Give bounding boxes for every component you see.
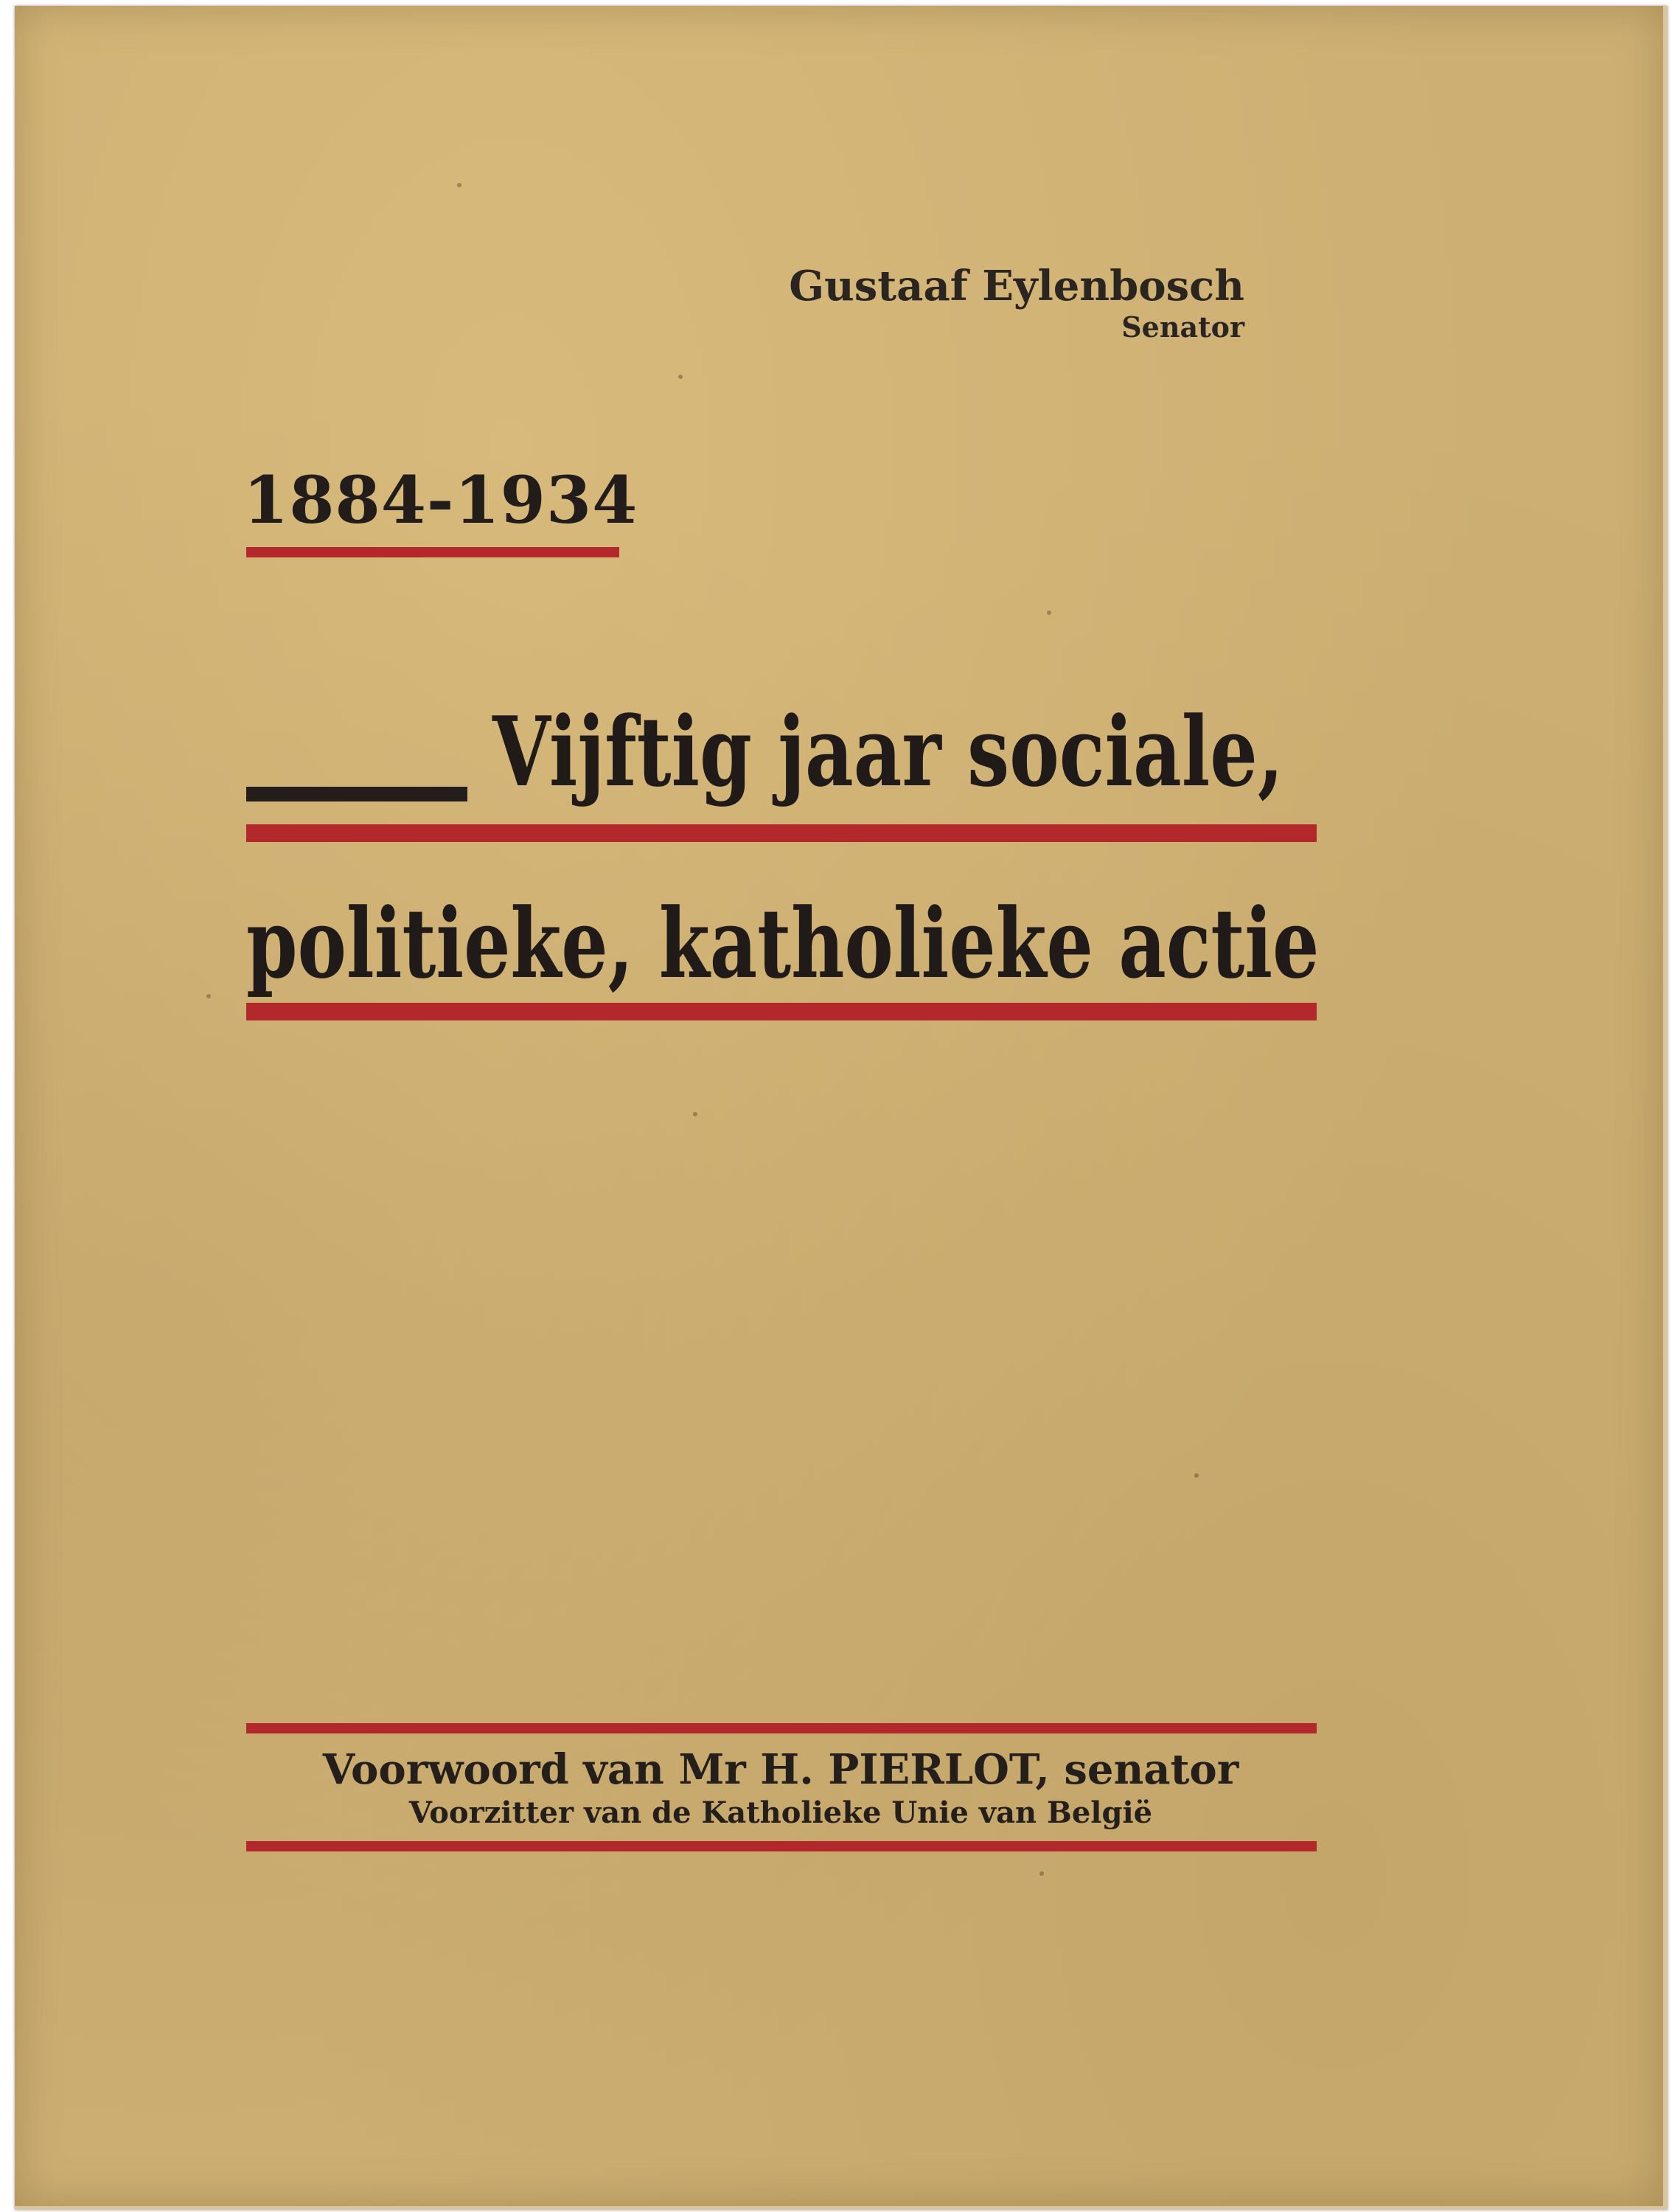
foreword-bottom-rule (246, 1841, 1317, 1851)
year-range: 1884-1934 (243, 462, 638, 538)
paper-speck (693, 1112, 697, 1116)
foreword-top-rule (246, 1723, 1317, 1733)
author-role: Senator (1121, 310, 1244, 344)
paper-speck (206, 994, 211, 998)
paper-speck (1047, 611, 1051, 615)
paper-speck (678, 375, 683, 379)
paper-speck (457, 183, 461, 187)
author-block (789, 262, 1244, 344)
years-underline (246, 547, 619, 557)
foreword-line: Voorwoord van Mr H. PIERLOT, senator (322, 1745, 1239, 1794)
author-name: Gustaaf Eylenbosch (789, 262, 1244, 310)
title-underline-1 (246, 824, 1317, 842)
title-underline-2 (246, 1003, 1317, 1020)
title-dash (246, 787, 467, 801)
title-line-1: Vijftig jaar sociale, (492, 695, 1284, 808)
title-line-2: politieke, katholieke actie (246, 887, 1320, 1000)
foreword-subline: Voorzitter van de Katholieke Unie van België (408, 1795, 1153, 1830)
paper-speck (1039, 1871, 1044, 1876)
paper-speck (1194, 1473, 1199, 1478)
